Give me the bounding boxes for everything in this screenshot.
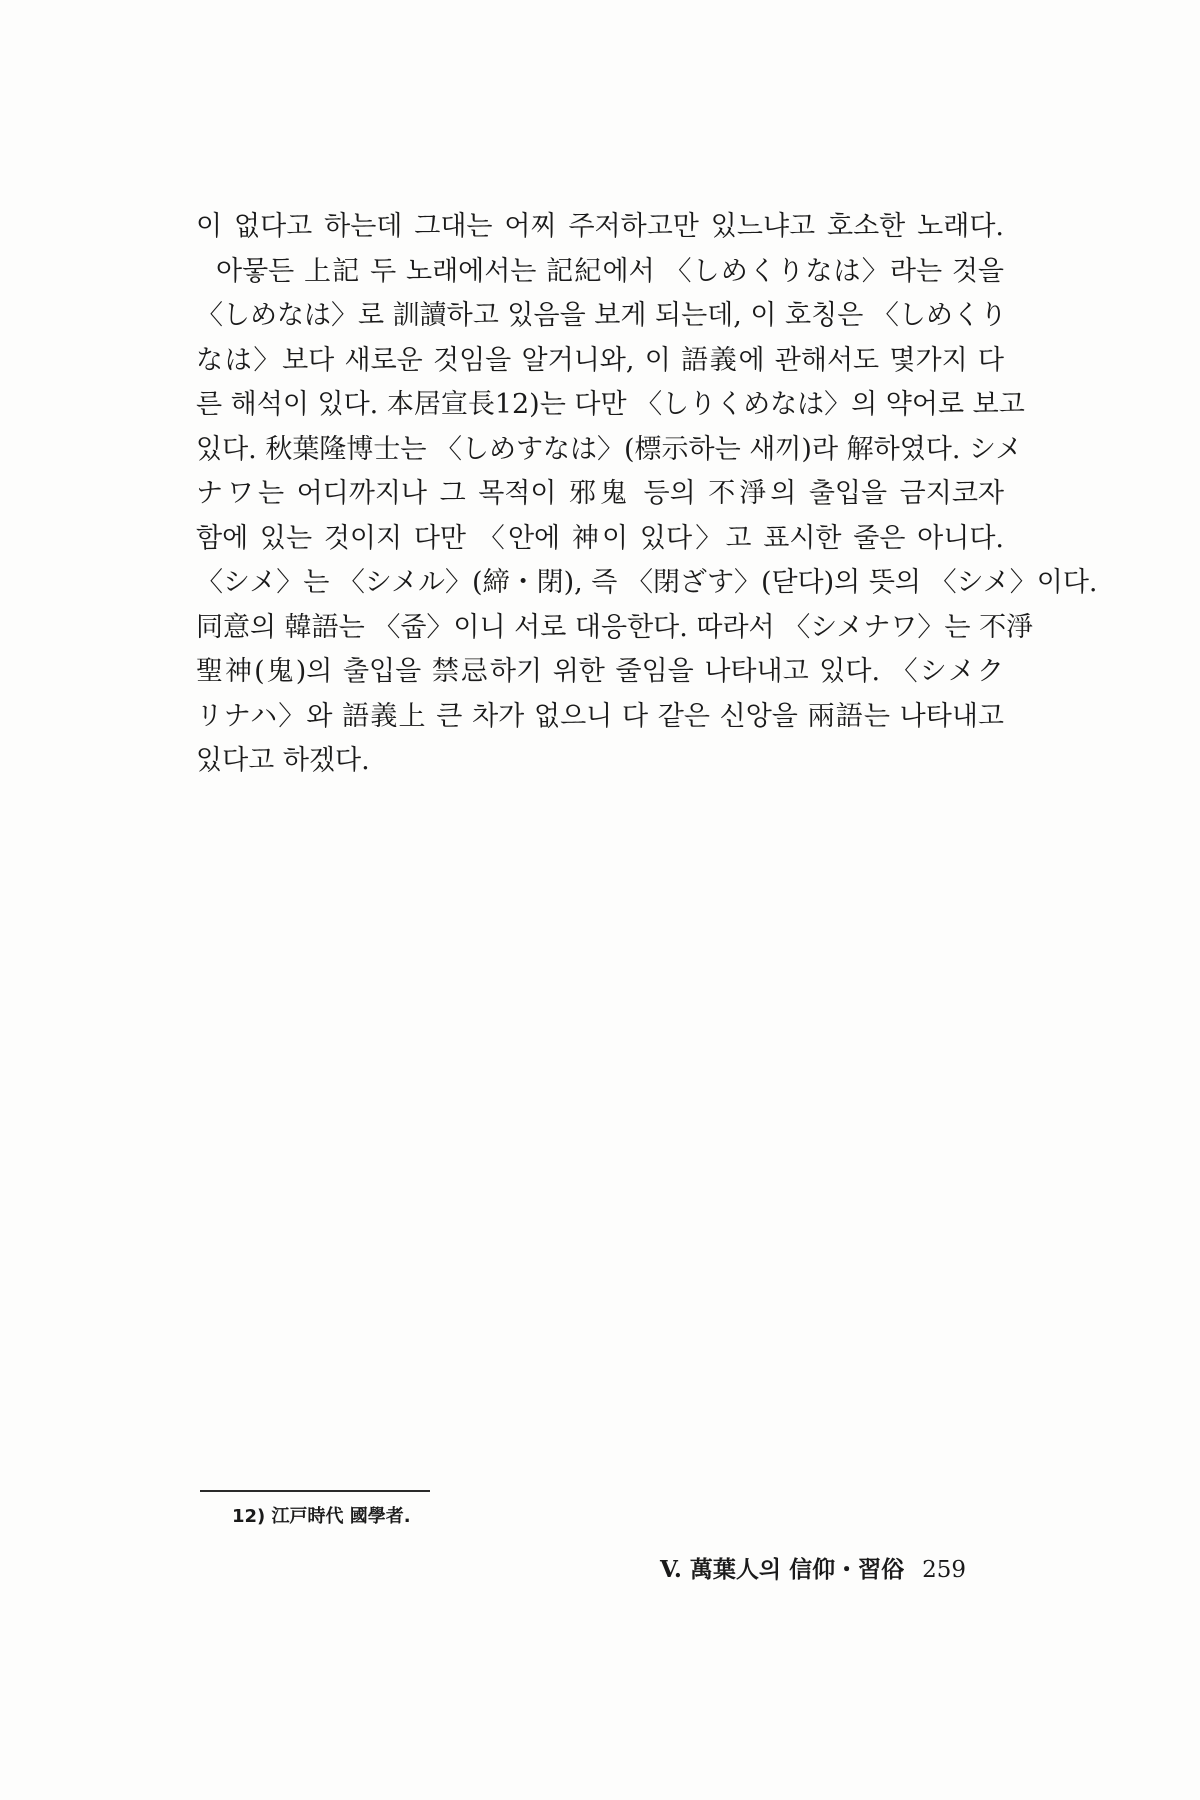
- footnote: 12) 江戸時代 國學者.: [232, 1506, 411, 1527]
- running-footer: [660, 1555, 966, 1585]
- text-line: ナワ는 어디까지나 그 목적이 邪鬼 등의 不淨의 출입을 금지코자: [196, 478, 1004, 509]
- text-line: 이 없다고 하는데 그대는 어찌 주저하고만 있느냐고 호소한 노래다.: [196, 211, 1004, 242]
- text-line: 〈シメ〉는 〈シメル〉(締・閉), 즉 〈閉ざす〉(닫다)의 뜻의 〈シメ〉이다.: [196, 567, 1098, 598]
- text-line: 있다. 秋葉隆博士는 〈しめすなは〉(標示하는 새끼)라 解하였다. シメ: [196, 433, 1023, 465]
- text-line: 聖神(鬼)의 출입을 禁忌하기 위한 줄임을 나타내고 있다. 〈シメク: [196, 656, 1004, 687]
- body-text: [196, 205, 1098, 784]
- text-line: 同意의 韓語는 〈줍〉이니 서로 대응한다. 따라서 〈シメナワ〉는 不淨: [196, 611, 1034, 643]
- section-title: V. 萬葉人의 信仰・習俗: [660, 1556, 905, 1583]
- text-line: 함에 있는 것이지 다만 〈안에 神이 있다〉고 표시한 줄은 아니다.: [196, 522, 1004, 554]
- text-line: なは〉보다 새로운 것임을 알거니와, 이 語義에 관해서도 몇가지 다: [196, 344, 1004, 376]
- text-line: 〈しめなは〉로 訓讀하고 있음을 보게 되는데, 이 호칭은 〈しめくり: [196, 300, 1007, 331]
- text-line-paragraph-end: 있다고 하겠다.: [196, 745, 370, 776]
- text-line-paragraph-start: 아뭏든 上記 두 노래에서는 記紀에서 〈しめくりなは〉라는 것을: [216, 255, 1004, 287]
- page-number: 259: [922, 1557, 966, 1583]
- text-line: 른 해석이 있다. 本居宣長12)는 다만 〈しりくめなは〉의 약어로 보고: [196, 389, 1025, 420]
- footnote-divider: [200, 1490, 430, 1492]
- text-line: リナハ〉와 語義上 큰 차가 없으니 다 같은 신앙을 兩語는 나타내고: [196, 700, 1004, 732]
